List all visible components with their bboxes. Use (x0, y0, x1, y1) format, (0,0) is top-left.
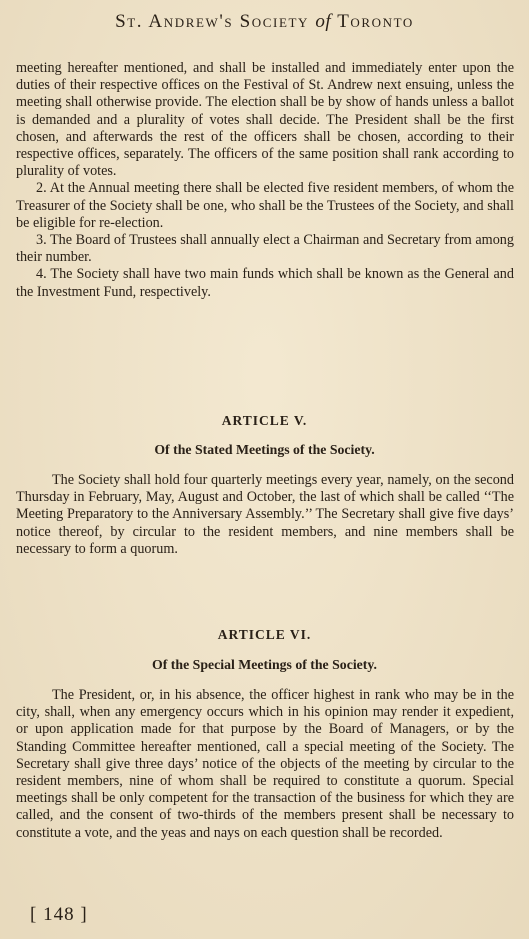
running-head (0, 11, 529, 33)
page-number: [ 148 ] (30, 904, 88, 925)
continued-article-text (16, 60, 514, 301)
article-5-subtitle: Of the Stated Meetings of the Society. (154, 442, 375, 457)
continuation-paragraph: meeting hereafter mentioned, and shall be installed and immediately enter upon the duties of their respective offices on the Festival of St. Andrew next ensuing, unless the meeting shall otherwise provide. The election shall be by show of hands unless a ballot is demanded and a plurality of votes shall decide. The President shall be the first chosen, and afterwards the rest of the officers shall be chosen, according to their respective offices, separately. The officers of the same position shall rank according to plurality of votes. (16, 60, 514, 180)
running-head-city: Toronto (337, 11, 414, 32)
article-6-subtitle: Of the Special Meetings of the Society. (152, 657, 377, 672)
running-head-of: of (315, 11, 332, 32)
running-head-society: St. Andrew's Society (115, 11, 310, 32)
article-6-body (16, 687, 514, 842)
paragraph-3: 3. The Board of Trustees shall annually elect a Chairman and Secretary from among their number. (16, 232, 514, 266)
article-5-body (16, 472, 514, 558)
article-6-paragraph: The President, or, in his absence, the officer highest in rank who may be in the city, shall, when any emergency occurs which in his opinion may render it expedient, or upon application made for that purpose by the Board of Managers, or by the Standing Committee hereafter mentioned, call a special meeting of the Society. The Secretary shall give three days’ notice of the objects of the meeting by circular to the resident members, nine of whom shall be required to constitute a quorum. Special meetings shall be only competent for the transaction of the business for which they are called, and the consent of two-thirds of the members present shall be necessary to constitute a vote, and the yeas and nays on each question shall be recorded. (16, 687, 514, 841)
article-6-title: ARTICLE VI. (217, 627, 312, 642)
paragraph-2: 2. At the Annual meeting there shall be elected five resident members, of whom the Treasurer of the Society shall be one, who shall be the Trustees of the Society, and shall be eligible for re-election. (16, 180, 514, 231)
paragraph-4: 4. The Society shall have two main funds which shall be known as the General and the Investment Fund, respectively. (16, 266, 514, 300)
article-5-paragraph: The Society shall hold four quarterly meetings every year, namely, on the second Thursday in February, May, August and October, the last of which shall be called ‘‘The Meeting Preparatory to the Anniversary Assembly.’’ The Secretary shall give five days’ notice thereof, by circular to the resident members, and nine members shall be necessary to form a quorum. (16, 472, 514, 557)
article-5-title: ARTICLE V. (221, 413, 308, 428)
